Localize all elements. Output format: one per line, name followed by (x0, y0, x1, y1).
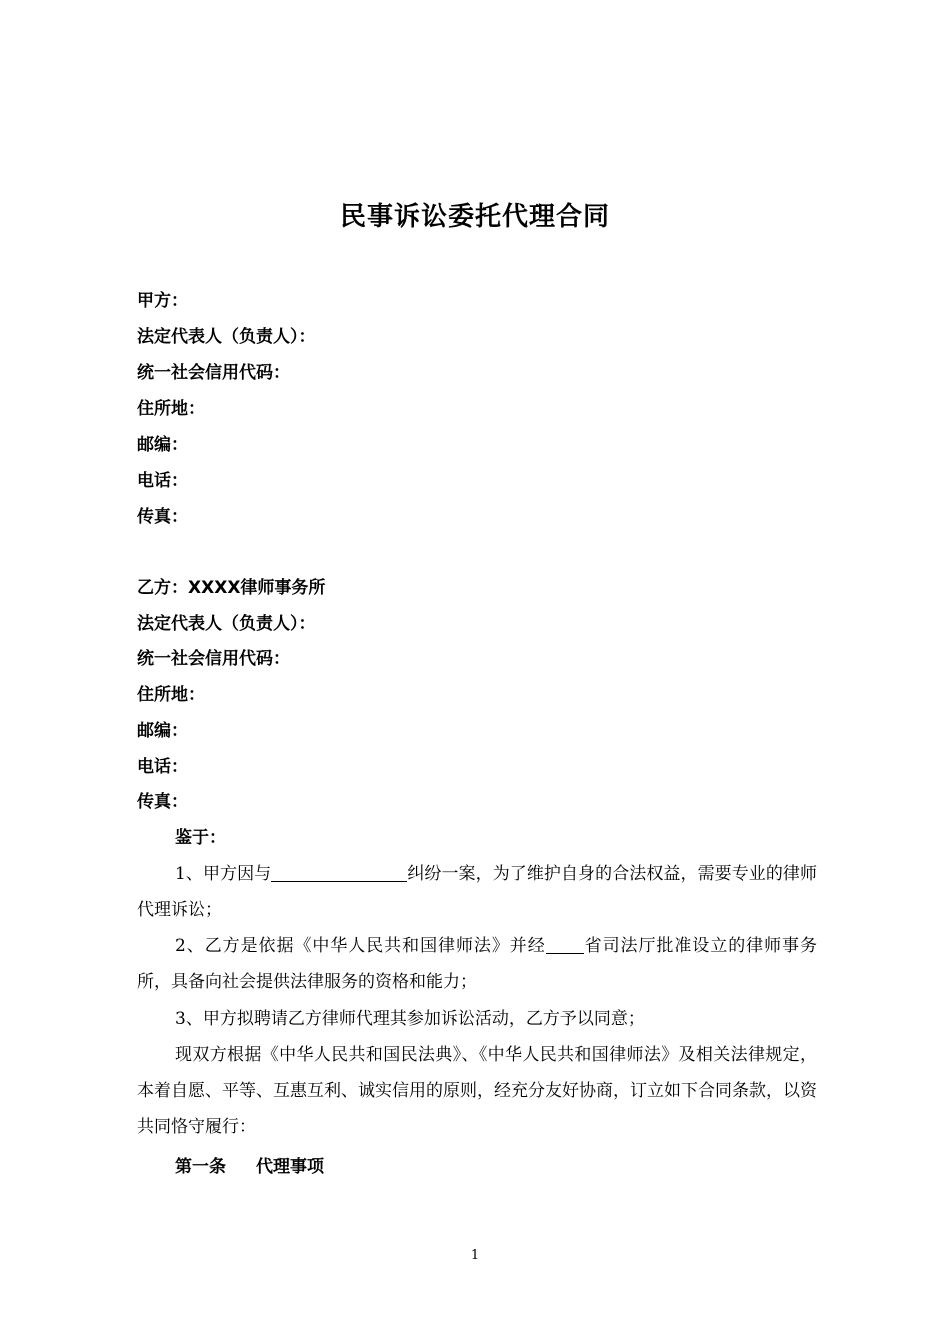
party-a-credit-label: 统一社会信用代码： (137, 363, 290, 383)
party-b-phone-label: 电话： (137, 757, 188, 777)
whereas-item-1-end: 纠纷一案，为了维护自身的合法权益，需要专业的律师代理诉讼； (137, 864, 818, 920)
whereas-item-2-end: 省司法厅批准设立的律师事务所，具备向社会提供法律服务的资格和能力； (137, 936, 817, 992)
page-number: 1 (470, 1248, 480, 1263)
dispute-party-blank (271, 863, 407, 882)
party-a-address-label: 住所地： (137, 399, 205, 419)
whereas-item-3: 3、甲方拟聘请乙方律师代理其参加诉讼活动，乙方予以同意； (175, 1009, 645, 1029)
document-title: 民事诉讼委托代理合同 (339, 202, 610, 232)
party-b-rep-label: 法定代表人（负责人）： (137, 614, 316, 634)
party-b-address-label: 住所地： (137, 685, 205, 705)
article-1-title: 代理事项 (256, 1157, 324, 1177)
party-a-phone-label: 电话： (137, 471, 188, 491)
whereas-item-2 (137, 928, 817, 1000)
party-a-postcode-label: 邮编： (137, 435, 188, 455)
province-blank (546, 935, 584, 954)
whereas-item-1-start: 1、甲方因与 (175, 864, 272, 884)
party-b-credit-label: 统一社会信用代码： (137, 649, 290, 669)
party-b-fax-label: 传真： (137, 792, 188, 812)
whereas-item-2-start: 2、乙方是依据《中华人民共和国律师法》并经 (175, 936, 546, 956)
party-b-postcode-label: 邮编： (137, 721, 188, 741)
whereas-item-1 (137, 856, 817, 928)
party-a-name-label: 甲方： (137, 291, 188, 311)
party-b-name-label: 乙方：XXXX律师事务所 (137, 578, 326, 598)
party-a-rep-label: 法定代表人（负责人）： (137, 327, 316, 347)
whereas-label: 鉴于： (175, 828, 226, 848)
whereas-conclusion: 现双方根据《中华人民共和国民法典》、《中华人民共和国律师法》及相关法律规定，本着自愿、平等、互惠互利、诚实信用的原则，经充分友好协商，订立如下合同条款，以资共同恪守履行： (137, 1045, 817, 1137)
party-a-fax-label: 传真： (137, 507, 188, 527)
article-1-number: 第一条 (175, 1157, 226, 1177)
article-1-heading (175, 1155, 324, 1179)
